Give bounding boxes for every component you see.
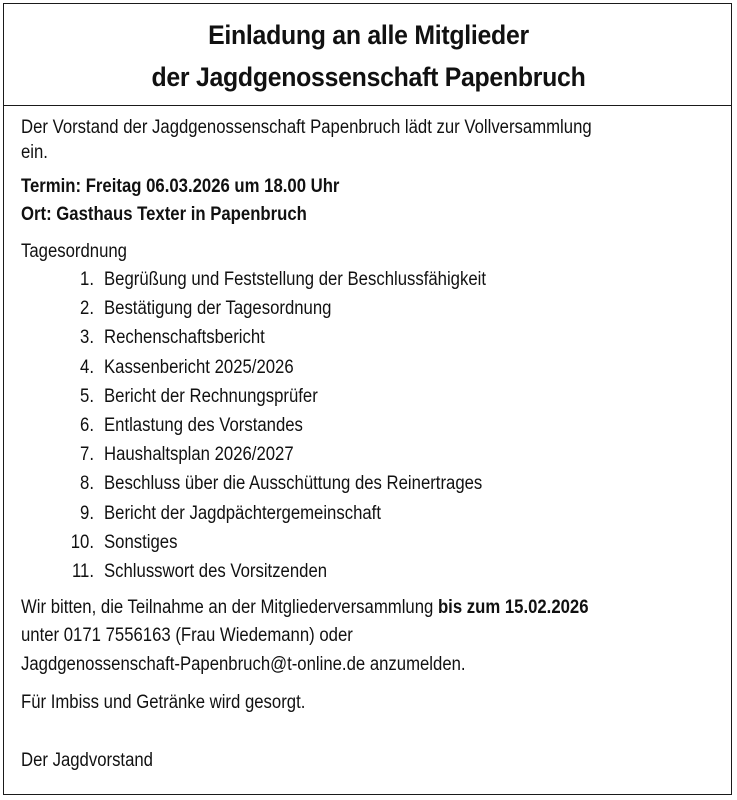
agenda-heading: Tagesordnung [21, 241, 127, 262]
agenda-item-number: 8. [80, 473, 94, 494]
agenda-item-number: 4. [80, 357, 94, 378]
agenda-item-text: Haushaltsplan 2026/2027 [104, 444, 294, 465]
agenda-item-number: 2. [80, 298, 94, 319]
intro-line-1: Der Vorstand der Jagdgenossenschaft Papenbruch lädt zur Vollversammlung [21, 117, 592, 138]
agenda-item-text: Kassenbericht 2025/2026 [104, 357, 294, 378]
agenda-item-text: Entlastung des Vorstandes [104, 415, 303, 436]
meeting-location: Ort: Gasthaus Texter in Papenbruch [21, 204, 307, 225]
agenda-item-number: 3. [80, 327, 94, 348]
agenda-item-number: 10. [70, 532, 94, 553]
intro-line-2: ein. [21, 142, 48, 163]
signature: Der Jagdvorstand [21, 750, 153, 771]
request-line-1 [21, 596, 589, 620]
agenda-item-number: 6. [80, 415, 94, 436]
title-divider [4, 105, 731, 106]
agenda-item-number: 7. [80, 444, 94, 465]
request-text: Wir bitten, die Teilnahme an der Mitgliederversammlung [21, 597, 438, 618]
title-line-1: Einladung an alle Mitglieder [208, 20, 529, 50]
agenda-item-text: Bericht der Jagdpächtergemeinschaft [104, 503, 381, 524]
meeting-date: Termin: Freitag 06.03.2026 um 18.00 Uhr [21, 176, 340, 197]
request-line-2: unter 0171 7556163 (Frau Wiedemann) oder [21, 625, 353, 646]
agenda-item-text: Schlusswort des Vorsitzenden [104, 561, 328, 582]
title-line-2: der Jagdgenossenschaft Papenbruch [151, 62, 586, 92]
agenda-item-text: Bestätigung der Tagesordnung [104, 298, 332, 319]
announcement-frame [3, 3, 732, 795]
request-line-3: Jagdgenossenschaft-Papenbruch@t-online.de anzumelden. [21, 654, 466, 675]
food-note: Für Imbiss und Getränke wird gesorgt. [21, 692, 306, 713]
agenda-item-text: Sonstiges [104, 532, 178, 553]
agenda-item-number: 1. [80, 269, 94, 290]
agenda-item-number: 11. [71, 561, 94, 582]
agenda-item-number: 5. [80, 386, 94, 407]
agenda-item-text: Beschluss über die Ausschüttung des Reinertrages [104, 473, 483, 494]
agenda-item-number: 9. [80, 503, 94, 524]
request-deadline: bis zum 15.02.2026 [437, 597, 589, 618]
agenda-item-text: Rechenschaftsbericht [104, 327, 265, 348]
agenda-item-text: Bericht der Rechnungsprüfer [104, 386, 318, 407]
agenda-item-text: Begrüßung und Feststellung der Beschlussfähigkeit [104, 269, 487, 290]
